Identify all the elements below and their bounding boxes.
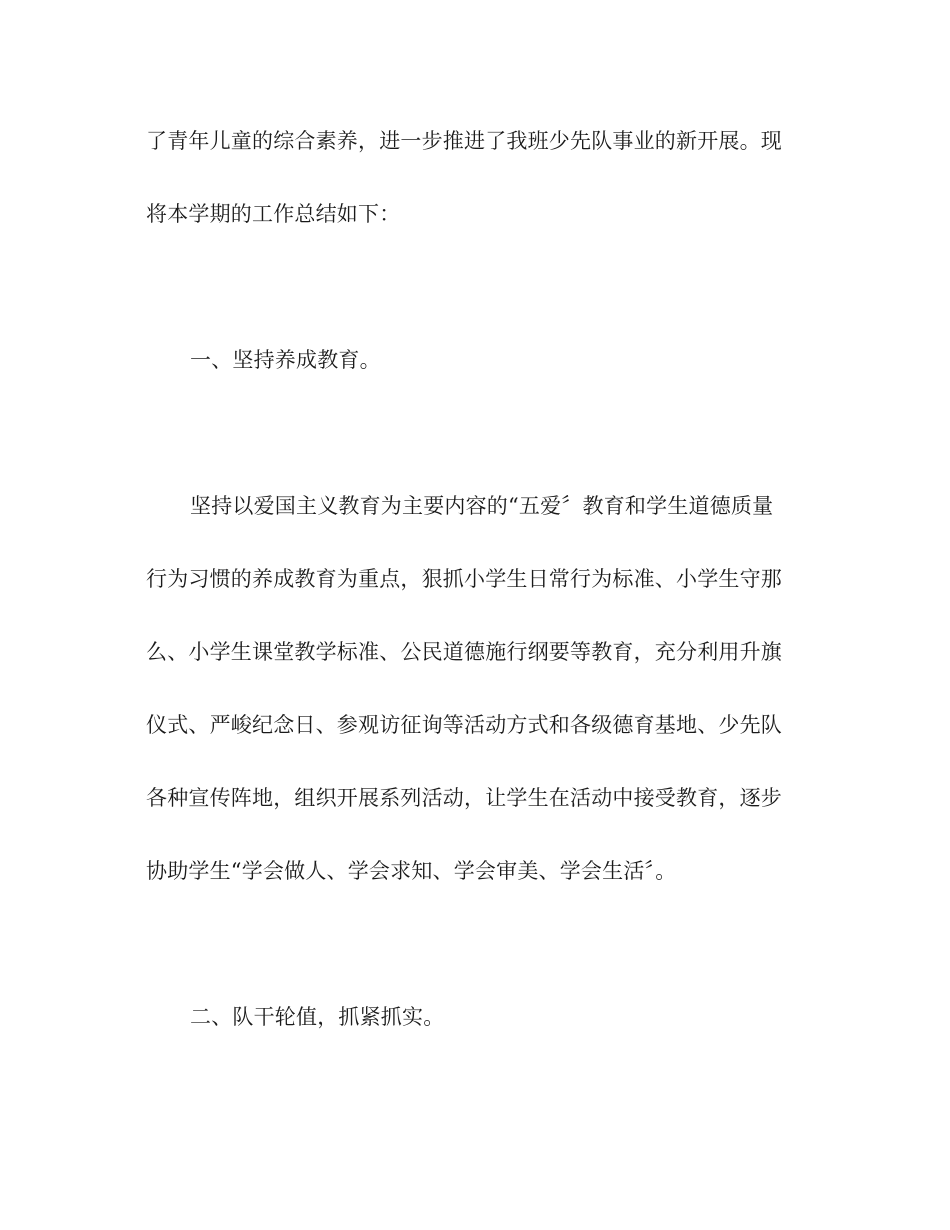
section-1-paragraph-line-2: 行为习惯的养成教育为重点，狠抓小学生日常行为标准、小学生守那: [146, 567, 782, 591]
section-1-paragraph-line-1: 坚持以爱国主义教育为主要内容的“五爱〞教育和学生道德质量: [190, 494, 774, 518]
section-1-paragraph-line-3: 么、小学生课堂教学标准、公民道德施行纲要等教育，充分利用升旗: [146, 640, 782, 664]
section-1-paragraph-line-4: 仪式、严峻纪念日、参观访征询等活动方式和各级德育基地、少先队: [146, 713, 782, 737]
section-1-heading: 一、坚持养成教育。: [190, 348, 381, 372]
intro-line-1: 了青年儿童的综合素养，进一步推进了我班少先队事业的新开展。现: [146, 129, 782, 153]
intro-line-2: 将本学期的工作总结如下：: [146, 202, 401, 226]
section-2-heading: 二、队干轮值，抓紧抓实。: [190, 1005, 445, 1029]
section-1-paragraph-line-5: 各种宣传阵地，组织开展系列活动，让学生在活动中接受教育，逐步: [146, 786, 782, 810]
section-1-paragraph-line-6: 协助学生“学会做人、学会求知、学会审美、学会生活〞。: [146, 859, 677, 883]
